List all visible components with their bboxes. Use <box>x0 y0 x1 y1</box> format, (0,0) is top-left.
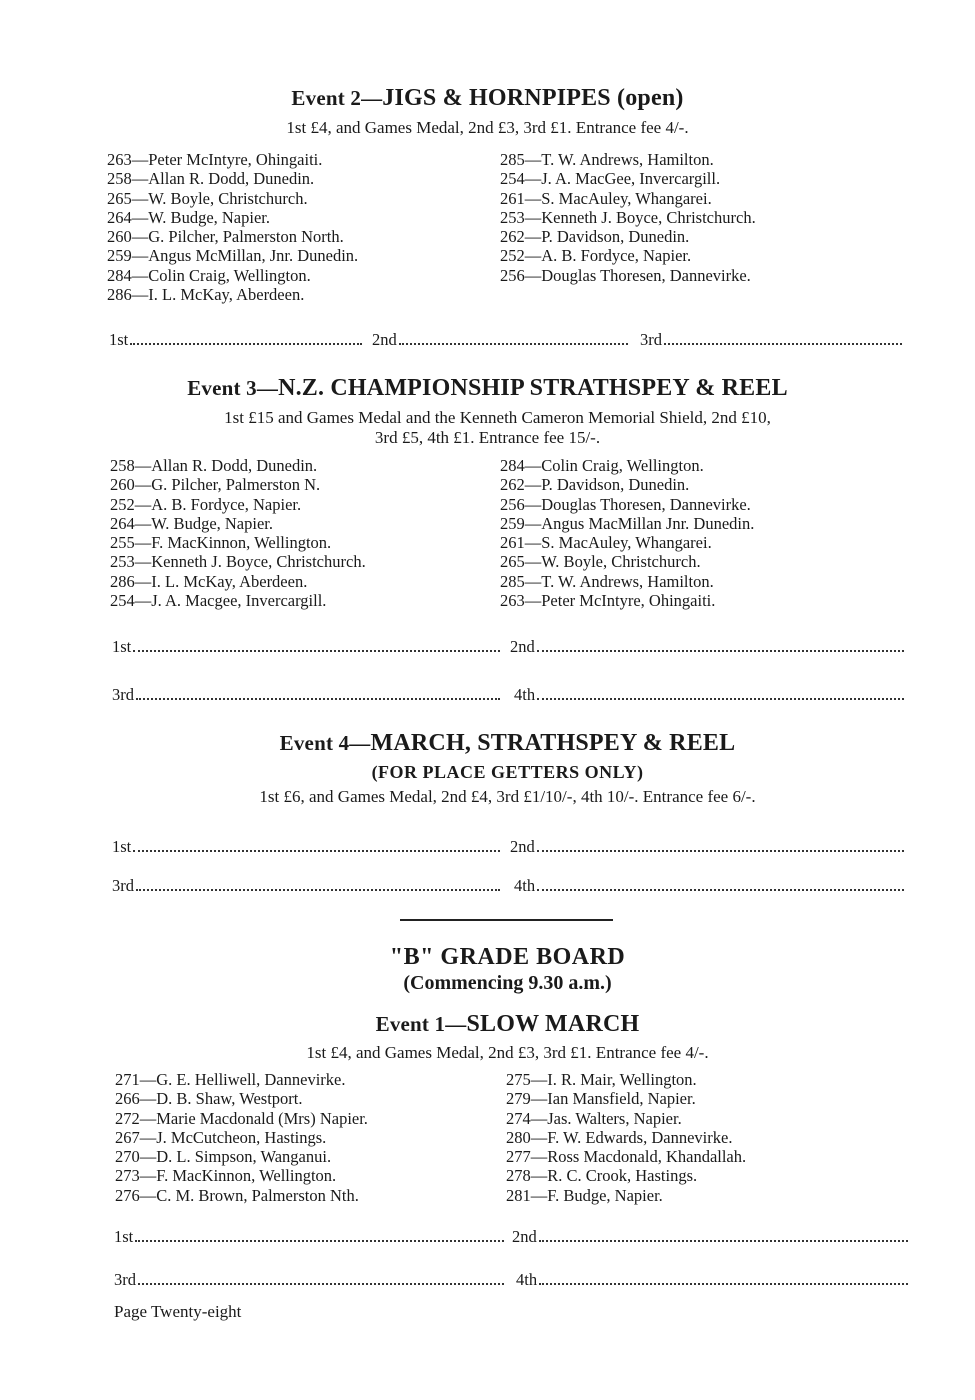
entrant-item: 253—Kenneth J. Boyce, Christchurch. <box>500 207 756 227</box>
dotted-line <box>135 1228 504 1242</box>
entrant-item: 271—G. E. Helliwell, Dannevirke. <box>115 1070 346 1089</box>
entrant-item: 286—I. L. McKay, Aberdeen. <box>110 571 308 591</box>
entrant-item: 260—G. Pilcher, Palmerston North. <box>107 227 344 247</box>
dotted-line <box>664 331 902 345</box>
event2-place-1st: 1st <box>109 330 364 350</box>
dotted-line <box>539 1271 908 1285</box>
event2-entrants-left <box>107 150 358 304</box>
event3-entrants-right <box>500 456 754 610</box>
event1-number: Event 1— <box>375 1012 467 1036</box>
entrant-item: 261—S. MacAuley, Whangarei. <box>500 533 712 553</box>
event2-name: JIGS & HORNPIPES (open) <box>382 85 684 111</box>
entrant-item: 267—J. McCutcheon, Hastings. <box>115 1127 327 1147</box>
entrant-item: 259—Angus McMillan, Jnr. Dunedin. <box>107 246 359 266</box>
entrant-item: 264—W. Budge, Napier. <box>107 207 270 227</box>
event1-prizes: 1st £4, and Games Medal, 2nd £3, 3rd £1. Entrance fee 4/-. <box>306 1043 709 1062</box>
event4-name: MARCH, STRATHSPEY & REEL <box>370 730 736 756</box>
entrant-item: 255—F. MacKinnon, Wellington. <box>110 533 332 553</box>
entrant-item: 284—Colin Craig, Wellington. <box>500 456 704 475</box>
event4-place-2nd: 2nd <box>510 837 906 857</box>
entrant-item: 262—P. Davidson, Dunedin. <box>500 475 690 495</box>
event4-title <box>20 730 975 757</box>
entrant-item: 273—F. MacKinnon, Wellington. <box>115 1166 337 1186</box>
event3-entrants-left <box>110 456 366 610</box>
entrant-item: 262—P. Davidson, Dunedin. <box>500 227 690 247</box>
dotted-line <box>130 331 362 345</box>
dotted-line <box>537 686 904 700</box>
entrant-item: 252—A. B. Fordyce, Napier. <box>500 246 692 266</box>
entrant-item: 254—J. A. MacGee, Invercargill. <box>500 169 721 189</box>
event3-place-4th: 4th <box>514 685 906 705</box>
event3-place-3rd: 3rd <box>112 685 502 705</box>
entrant-item: 256—Douglas Thoresen, Dannevirke. <box>500 494 751 514</box>
dotted-line <box>136 686 500 700</box>
dotted-line <box>138 1271 504 1285</box>
event1-place-2nd: 2nd <box>512 1227 910 1247</box>
event4-prizes: 1st £6, and Games Medal, 2nd £4, 3rd £1/10/-, 4th 10/-. Entrance fee 6/-. <box>259 787 756 806</box>
event2-entrants-right <box>500 150 756 285</box>
entrant-item: 276—C. M. Brown, Palmerston Nth. <box>115 1185 359 1205</box>
dotted-line <box>537 877 904 891</box>
event3-name: N.Z. CHAMPIONSHIP STRATHSPEY & REEL <box>278 375 788 401</box>
event3-prizes-line2: 3rd £5, 4th £1. Entrance fee 15/-. <box>374 428 601 447</box>
entrant-item: 252—A. B. Fordyce, Napier. <box>110 494 302 514</box>
entrant-item: 286—I. L. McKay, Aberdeen. <box>107 285 305 305</box>
entrant-item: 260—G. Pilcher, Palmerston N. <box>110 475 321 495</box>
event2-place-3rd: 3rd <box>640 330 904 350</box>
dotted-line <box>399 331 628 345</box>
entrant-item: 265—W. Boyle, Christchurch. <box>500 552 701 572</box>
entrant-item: 285—T. W. Andrews, Hamilton. <box>500 150 714 169</box>
entrant-item: 263—Peter McIntyre, Ohingaiti. <box>500 591 716 611</box>
event1-title <box>20 1011 975 1038</box>
entrant-item: 258—Allan R. Dodd, Dunedin. <box>110 456 318 475</box>
event3-number: Event 3— <box>187 376 279 400</box>
entrant-item: 272—Marie Macdonald (Mrs) Napier. <box>115 1108 368 1128</box>
event4-place-4th: 4th <box>514 876 906 896</box>
dotted-line <box>537 638 904 652</box>
entrant-item: 263—Peter McIntyre, Ohingaiti. <box>107 150 323 169</box>
entrant-item: 258—Allan R. Dodd, Dunedin. <box>107 169 315 189</box>
dotted-line <box>133 638 500 652</box>
dotted-line <box>537 838 904 852</box>
entrant-item: 277—Ross Macdonald, Khandallah. <box>506 1147 747 1167</box>
entrant-item: 259—Angus MacMillan Jnr. Dunedin. <box>500 513 755 533</box>
entrant-item: 275—I. R. Mair, Wellington. <box>506 1070 697 1089</box>
event1-entrants-left <box>115 1070 368 1205</box>
event1-entrants-right <box>506 1070 746 1205</box>
dotted-line <box>133 838 500 852</box>
section-divider <box>400 919 613 921</box>
event2-number: Event 2— <box>291 86 383 110</box>
event3-prizes-line1: 1st £15 and Games Medal and the Kenneth Cameron Memorial Shield, 2nd £10, <box>224 408 771 427</box>
event2-prizes: 1st £4, and Games Medal, 2nd £3, 3rd £1. Entrance fee 4/-. <box>286 118 689 137</box>
event1-place-4th: 4th <box>516 1270 910 1290</box>
dotted-line <box>539 1228 908 1242</box>
dotted-line <box>136 877 500 891</box>
bgrade-commence-time: (Commencing 9.30 a.m.) <box>403 972 612 994</box>
page-number: Page Twenty-eight <box>114 1302 242 1321</box>
event3-place-2nd: 2nd <box>510 637 906 657</box>
entrant-item: 281—F. Budge, Napier. <box>506 1185 663 1205</box>
event2-place-2nd: 2nd <box>372 330 630 350</box>
entrant-item: 285—T. W. Andrews, Hamilton. <box>500 571 714 591</box>
event3-place-1st: 1st <box>112 637 502 657</box>
bgrade-title: "B" GRADE BOARD <box>389 944 626 970</box>
entrant-item: 274—Jas. Walters, Napier. <box>506 1108 682 1128</box>
entrant-item: 261—S. MacAuley, Whangarei. <box>500 188 712 208</box>
entrant-item: 280—F. W. Edwards, Dannevirke. <box>506 1127 733 1147</box>
entrant-item: 256—Douglas Thoresen, Dannevirke. <box>500 265 751 285</box>
entrant-item: 284—Colin Craig, Wellington. <box>107 265 311 285</box>
event1-place-3rd: 3rd <box>114 1270 506 1290</box>
event1-place-1st: 1st <box>114 1227 506 1247</box>
event4-subtitle: (FOR PLACE GETTERS ONLY) <box>371 762 644 782</box>
event4-place-3rd: 3rd <box>112 876 502 896</box>
entrant-item: 265—W. Boyle, Christchurch. <box>107 188 308 208</box>
entrant-item: 253—Kenneth J. Boyce, Christchurch. <box>110 552 366 572</box>
event4-number: Event 4— <box>279 731 371 755</box>
event2-title <box>0 85 975 112</box>
event1-name: SLOW MARCH <box>466 1011 640 1037</box>
entrant-item: 279—Ian Mansfield, Napier. <box>506 1089 696 1109</box>
event4-place-1st: 1st <box>112 837 502 857</box>
entrant-item: 278—R. C. Crook, Hastings. <box>506 1166 698 1186</box>
entrant-item: 270—D. L. Simpson, Wanganui. <box>115 1147 332 1167</box>
entrant-item: 254—J. A. Macgee, Invercargill. <box>110 591 327 611</box>
event3-title <box>0 375 975 402</box>
entrant-item: 266—D. B. Shaw, Westport. <box>115 1089 303 1109</box>
entrant-item: 264—W. Budge, Napier. <box>110 513 273 533</box>
